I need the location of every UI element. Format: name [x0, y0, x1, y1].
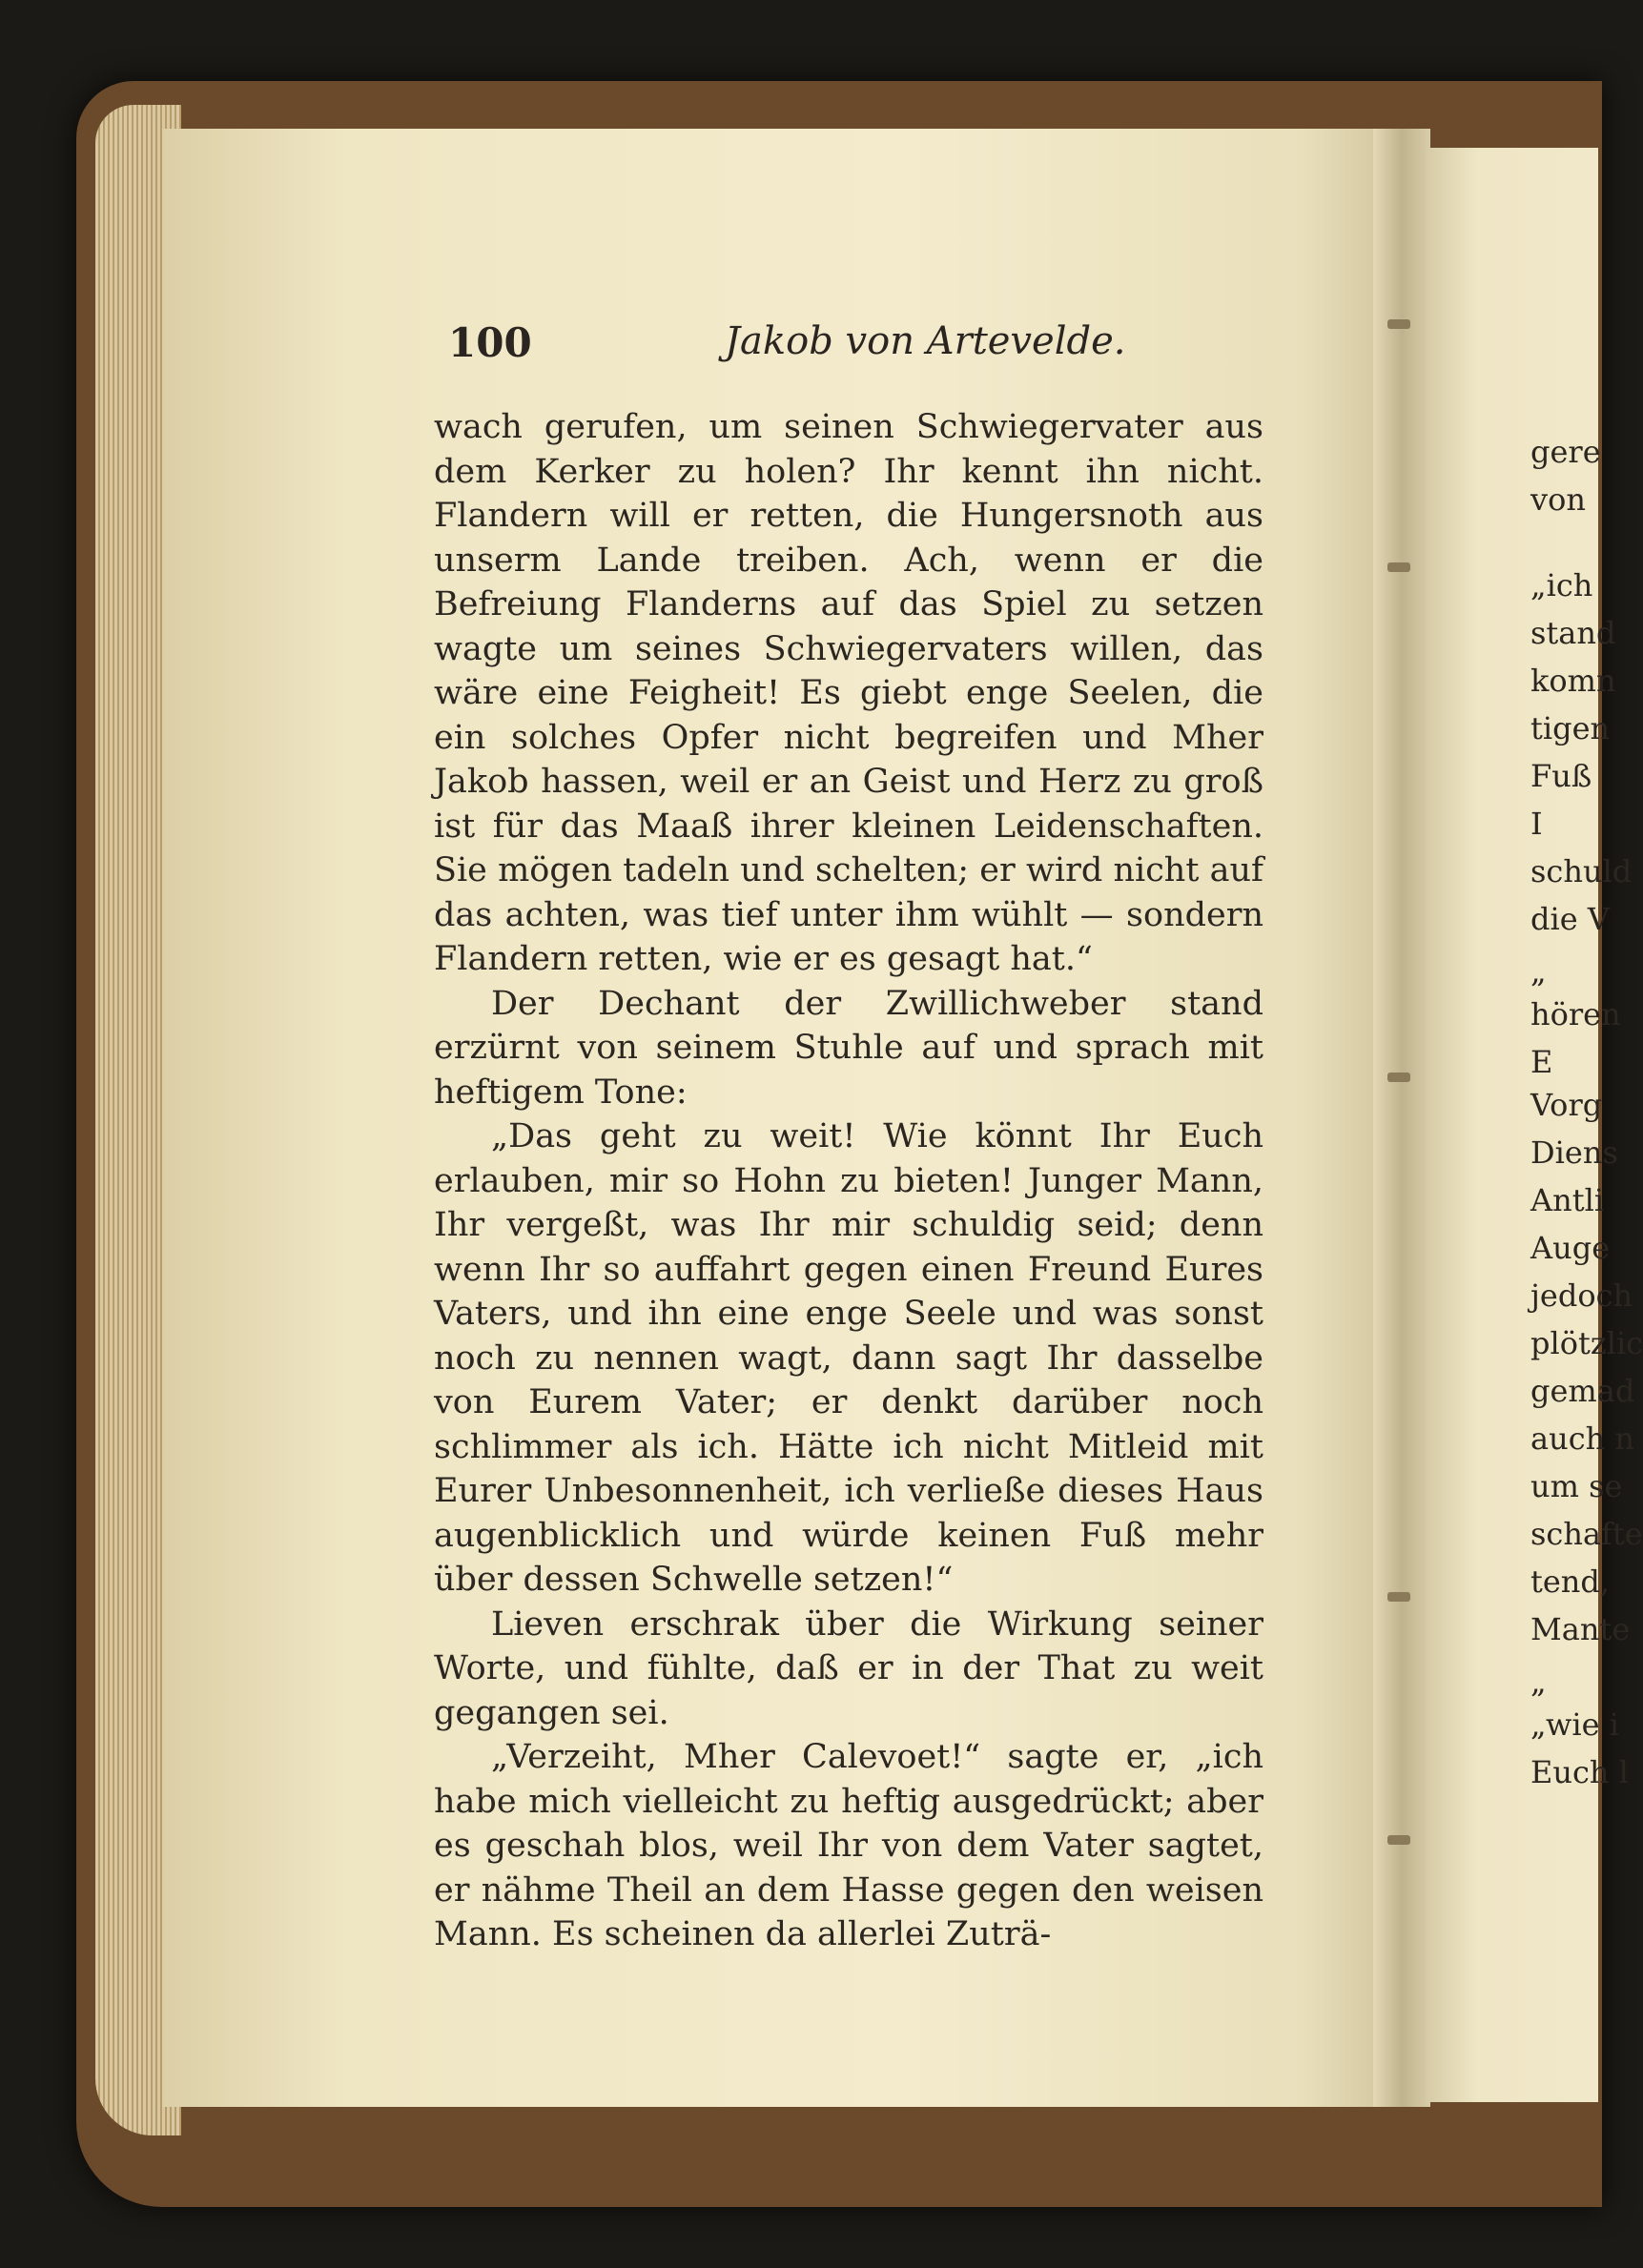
paragraph: „Das geht zu weit! Wie könnt Ihr Euch erlauben, mir so Hohn zu bieten! Junger Mann, Ihr vergeßt, was Ihr mir schuldig seid; denn wenn Ihr so auffahrt gegen einen Freund Eures Vaters, und ihn eine enge Seele und was sonst noch zu nennen wagt, dann sagt Ihr dasselbe von Eurem Vater; er denkt darüber noch schlimmer als ich. Hätte ich nicht Mitleid mit Eurer Unbesonnenheit, ich verließe dieses Haus augenblicklich und würde keinen Fuß mehr über dessen Schwelle setzen!“ [434, 1117, 1263, 1599]
right-page-line: „wie i [1530, 1706, 1619, 1743]
right-page-line: von [1530, 481, 1586, 518]
right-page-line: schuld [1530, 853, 1633, 889]
binding-stitch [1387, 562, 1410, 572]
right-page-line: auch n [1530, 1420, 1634, 1457]
running-title: Jakob von Artevelde. [725, 319, 1126, 363]
right-page-line: um se [1530, 1468, 1623, 1504]
right-page-line: die V [1530, 901, 1610, 937]
right-page-line: schafte [1530, 1516, 1643, 1552]
right-page-line: komn [1530, 663, 1616, 699]
paragraph: „Verzeiht, Mher Calevoet!“ sagte er, „ich habe mich vielleicht zu heftig ausgedrückt; aber es geschah blos, weil Ihr von dem Vater sagtet, er nähme Theil an dem Hasse gegen den weisen Mann. Es scheinen da allerlei Zuträ- [434, 1738, 1263, 1953]
right-page-line: gemad [1530, 1373, 1635, 1409]
page-header [448, 319, 1287, 367]
page-number: 100 [448, 319, 532, 366]
binding-stitch [1387, 1835, 1410, 1845]
right-page-line: tend, [1530, 1563, 1611, 1600]
book-gutter [1373, 129, 1430, 2107]
right-page-line: jedoch [1530, 1277, 1633, 1314]
binding-stitch [1387, 319, 1410, 329]
page-body [434, 405, 1263, 1957]
right-page-line: Euch l [1530, 1754, 1629, 1790]
right-page-line: Fuß [1530, 758, 1592, 794]
binding-stitch [1387, 1592, 1410, 1602]
right-page-line: „ [1530, 1664, 1547, 1700]
right-page-line: gere [1530, 434, 1601, 470]
paragraph: Der Dechant der Zwillichweber stand erzürnt von seinem Stuhle auf und sprach mit heftigem Tone: [434, 984, 1263, 1112]
right-page-line: I [1530, 806, 1543, 842]
right-page-line: plötzlic [1530, 1325, 1643, 1361]
right-page-line: hören [1530, 996, 1621, 1032]
right-page-line: E [1530, 1044, 1553, 1080]
right-page-line: tigen [1530, 710, 1611, 746]
right-page-line: stand [1530, 615, 1616, 651]
right-page-line: Vorg [1530, 1087, 1603, 1123]
right-page-line: Mante [1530, 1611, 1631, 1647]
right-page-line: „ [1530, 953, 1547, 990]
right-page-line: Auge [1530, 1230, 1611, 1266]
right-page-line: Diens [1530, 1134, 1618, 1171]
paragraph: wach gerufen, um seinen Schwiegervater aus dem Kerker zu holen? Ihr kennt ihn nicht. Flandern will er retten, die Hungersnoth aus unserm Lande treiben. Ach, wenn er die Befreiung Flanderns auf das Spiel zu setzen wagte um seines Schwiegervaters willen, das wäre eine Feigheit! Es giebt enge Seelen, die ein solches Opfer nicht begreifen und Mher Jakob hassen, weil er an Geist und Herz zu groß ist für das Maaß ihrer kleinen Leidenschaften. Sie mögen tadeln und schelten; er wird nicht auf das achten, was tief unter ihm wühlt — sondern Flandern retten, wie er es gesagt hat.“ [434, 408, 1263, 978]
paragraph: Lieven erschrak über die Wirkung seiner Worte, und fühlte, daß er in der That zu weit gegangen sei. [434, 1604, 1263, 1732]
binding-stitch [1387, 1073, 1410, 1082]
right-page-line: „ich [1530, 567, 1593, 603]
right-page-line: Antli [1530, 1182, 1605, 1218]
